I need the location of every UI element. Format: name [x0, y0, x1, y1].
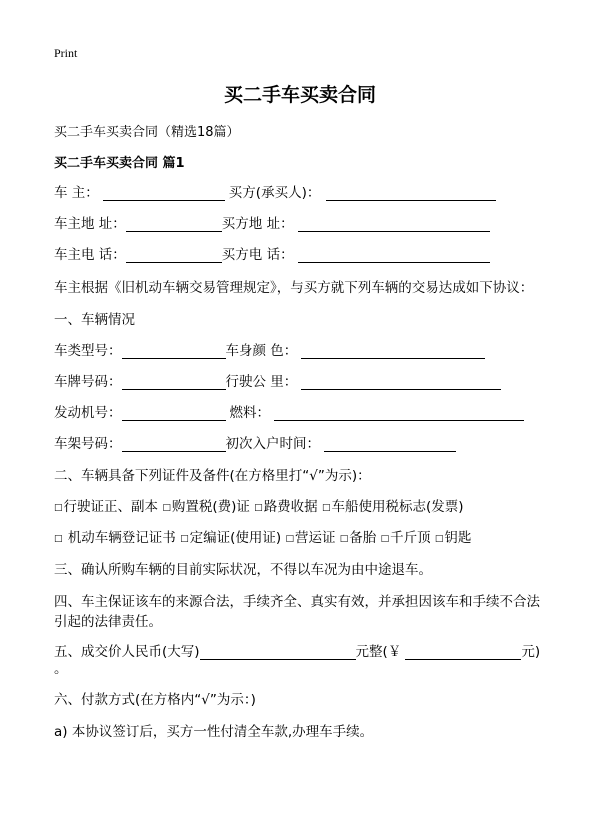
owner-blank[interactable] [103, 186, 225, 201]
engine-blank[interactable] [122, 406, 226, 421]
documents-row-1 [54, 495, 464, 515]
price-words-blank[interactable] [200, 645, 356, 660]
mileage-label: 行驶公 里： [225, 374, 298, 390]
buyer-blank[interactable] [326, 186, 496, 201]
checkbox-item[interactable]: □营运证 [285, 530, 336, 546]
first-registration-blank[interactable] [324, 437, 456, 452]
section3-paragraph: 三、确认所购车辆的目前实际状况，不得以车况为由中途退车。 [54, 562, 432, 578]
checkbox-icon[interactable]: □ [434, 534, 444, 544]
model-label: 车类型号： [54, 343, 122, 359]
checkbox-icon[interactable]: □ [380, 534, 390, 544]
owner-address-blank[interactable] [126, 217, 222, 232]
checkbox-item[interactable]: □路费收据 [254, 499, 318, 515]
buyer-address-blank[interactable] [298, 217, 490, 232]
owner-row [54, 181, 496, 201]
checkbox-item[interactable]: □行驶证正、副本 [54, 499, 159, 515]
print-link[interactable]: Print [54, 46, 78, 60]
first-registration-label: 初次入户时间： [225, 436, 320, 452]
section2-title: 二、车辆具备下列证件及备件(在方格里打“√”为示)： [54, 468, 371, 484]
price-unit-yuan: 元整(￥ [355, 644, 402, 660]
owner-address-label: 车主地 址： [54, 216, 126, 232]
checkbox-icon[interactable]: □ [321, 503, 331, 513]
checkbox-item[interactable]: □购置税(费)证 [162, 499, 250, 515]
model-row [54, 339, 485, 359]
model-blank[interactable] [122, 344, 226, 359]
buyer-label: 买方(承买人)： [228, 185, 321, 201]
price-number-blank[interactable] [405, 645, 521, 660]
price-label: 五、成交价人民币(大写) [54, 644, 200, 660]
section6-title: 六、付款方式(在方格内“√”为示：) [54, 692, 256, 708]
engine-row [54, 401, 524, 421]
checkbox-item[interactable]: □备胎 [339, 530, 377, 546]
document-title: 买二手车买卖合同 [223, 84, 376, 106]
address-row [54, 212, 490, 232]
fuel-blank[interactable] [274, 406, 524, 421]
price-unit-close: 元) [521, 644, 541, 660]
owner-phone-label: 车主电 话： [54, 247, 126, 263]
intro-paragraph: 车主根据《旧机动车辆交易管理规定》，与买方就下列车辆的交易达成如下协议： [54, 280, 534, 296]
frame-label: 车架号码： [54, 436, 122, 452]
frame-blank[interactable] [122, 437, 226, 452]
fuel-label: 燃料： [229, 405, 270, 421]
payment-option-a: a) 本协议签订后，买方一性付清全车款,办理车手续。 [54, 724, 374, 740]
owner-phone-blank[interactable] [126, 248, 222, 263]
plate-row [54, 370, 501, 390]
color-label: 车身颜 色： [225, 343, 298, 359]
checkbox-item[interactable]: □ 机动车辆登记证书 [54, 530, 176, 546]
checkbox-icon[interactable]: □ [180, 534, 189, 544]
owner-label: 车 主： [54, 185, 99, 201]
checkbox-item[interactable]: □定编证(使用证) [180, 530, 282, 546]
buyer-address-label: 买方地 址： [221, 216, 294, 232]
checkbox-item[interactable]: □车船使用税标志(发票) [321, 499, 464, 515]
document-subtitle: 买二手车买卖合同（精选18篇） [54, 125, 240, 140]
mileage-blank[interactable] [301, 375, 501, 390]
plate-blank[interactable] [122, 375, 226, 390]
checkbox-icon[interactable]: □ [54, 503, 63, 513]
section1-title: 一、车辆情况 [54, 312, 135, 328]
documents-row-2 [54, 526, 471, 546]
checkbox-icon[interactable]: □ [162, 503, 171, 513]
price-end-mark: 。 [54, 661, 68, 677]
checkbox-icon[interactable]: □ [285, 534, 294, 544]
plate-label: 车牌号码： [54, 374, 122, 390]
checkbox-icon[interactable]: □ [339, 534, 349, 544]
section-heading: 买二手车买卖合同 篇1 [54, 156, 185, 171]
checkbox-item[interactable]: □钥匙 [434, 530, 472, 546]
section4-line1: 四、车主保证该车的来源合法，手续齐全、真实有效，并承担因该车和手续不合法 [54, 594, 540, 610]
checkbox-item[interactable]: □千斤顶 [380, 530, 431, 546]
checkbox-icon[interactable]: □ [254, 503, 263, 513]
checkbox-icon[interactable]: □ [54, 534, 63, 544]
engine-label: 发动机号： [54, 405, 122, 421]
price-row [54, 640, 540, 660]
buyer-phone-label: 买方电 话： [221, 247, 294, 263]
section4-line2: 引起的法律责任。 [54, 614, 162, 630]
phone-row [54, 243, 490, 263]
frame-row [54, 432, 456, 452]
buyer-phone-blank[interactable] [298, 248, 490, 263]
color-blank[interactable] [301, 344, 485, 359]
